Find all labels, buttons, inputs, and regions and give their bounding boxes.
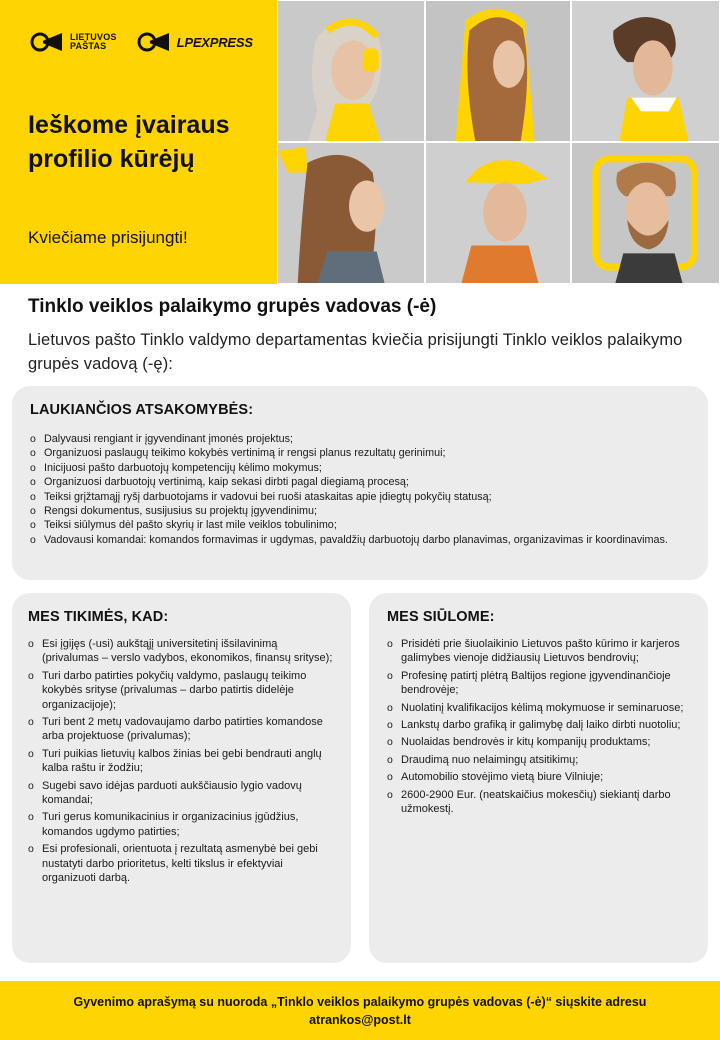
list-item: o Dalyvausi rengiant ir įgyvendinant įmonės projektus; [30, 432, 690, 446]
list-item: o Inicijuosi pašto darbuotojų kompetencijų kėlimo mokymus; [30, 461, 690, 475]
post-horn-icon [28, 30, 66, 54]
photo-grid [277, 0, 720, 284]
list-item: o Draudimą nuo nelaimingų atsitikimų; [387, 753, 694, 767]
lietuvos-pastas-logo [28, 30, 117, 54]
offer-section [369, 593, 708, 963]
photo-woman-long-hair [425, 0, 571, 142]
lpexpress-logo-text: LPEXPRESS [176, 34, 253, 50]
list-item: o Lankstų darbo grafiką ir galimybę dalį laiko dirbti nuotoliu; [387, 718, 694, 732]
list-item: o Turi darbo patirties pokyčių valdymo, paslaugų teikimo kokybės srityse (privalumas – darbo patirtis didelėje organizacijoje); [28, 669, 337, 712]
offer-list [387, 637, 694, 816]
headline: Ieškome įvairaus profilio kūrėjų [28, 111, 230, 173]
list-item: o 2600-2900 Eur. (neatskaičius mokesčių) siekiantį darbo užmokestį. [387, 788, 694, 817]
lpexpress-logo [135, 30, 253, 54]
job-intro: Lietuvos pašto Tinklo valdymo departamentas kviečia prisijungti Tinklo veiklos palaikymo grupės vadovą (-ę): [28, 331, 683, 373]
photo-man-yellow-cap [425, 142, 571, 284]
logo-text-line-2: PAŠTAS [70, 41, 107, 51]
footer-banner [0, 981, 720, 1040]
list-item: o Teiksi siūlymus dėl pašto skyrių ir last mile veiklos tobulinimo; [30, 518, 690, 532]
list-item: o Rengsi dokumentus, susijusius su projektų įgyvendinimu; [30, 504, 690, 518]
list-item: o Prisidėti prie šiuolaikinio Lietuvos pašto kūrimo ir karjeros galimybes vienoje didžiausių Lietuvos bendrovių; [387, 637, 694, 666]
list-item: o Turi gerus komunikacinius ir organizacinius įgūdžius, komandos ugdymo patirties; [28, 810, 337, 839]
responsibilities-title: LAUKIANČIOS ATSAKOMYBĖS: [30, 402, 254, 418]
header-banner [0, 0, 720, 284]
list-item: o Organizuosi paslaugų teikimo kokybės vertinimą ir rengsi planus rezultatų gerinimui; [30, 446, 690, 460]
invite-text: Kviečiame prisijungti! [28, 228, 188, 247]
logos [28, 30, 253, 54]
list-item: o Nuolaidas bendrovės ir kitų kompanijų produktams; [387, 735, 694, 749]
footer-text: Gyvenimo aprašymą su nuoroda „Tinklo veiklos palaikymo grupės vadovas (-ė)“ siųskite adresu [73, 995, 647, 1009]
offer-title: MES SIŪLOME: [387, 609, 495, 625]
list-item: o Organizuosi darbuotojų vertinimą, kaip sekasi dirbti pagal diegiamą procesą; [30, 475, 690, 489]
expectations-section [12, 593, 351, 963]
responsibilities-section [12, 386, 708, 580]
yellow-panel [0, 0, 277, 284]
photo-woman-headphones [277, 0, 425, 142]
expectations-list [28, 637, 337, 886]
list-item: o Teiksi grįžtamąjį ryšį darbuotojams ir vadovui bei ruoši ataskaitas apie įdiegtų pokyčių statusą; [30, 490, 690, 504]
list-item: o Turi bent 2 metų vadovaujamo darbo patirties komandose arba projektuose (privalumas); [28, 715, 337, 744]
list-item: o Esi įgijęs (-usi) aukštąjį universitetinį išsilavinimą (privalumas – verslo vadybos, ekonomikos, finansų srityse); [28, 637, 337, 666]
list-item: o Sugebi savo idėjas parduoti aukščiausio lygio vadovų komandai; [28, 779, 337, 808]
responsibilities-list [30, 432, 690, 547]
list-item: o Turi puikias lietuvių kalbos žinias bei gebi bendrauti anglų kalba raštu ir žodžiu; [28, 747, 337, 776]
photo-man-curly [571, 0, 720, 142]
list-item: o Profesinę patirtį plėtrą Baltijos regione įgyvendinančioje bendrovėje; [387, 669, 694, 698]
logo-text-line-1: LIETUVOS [70, 32, 117, 42]
list-item: o Nuolatinį kvalifikacijos kėlimą mokymuose ir seminaruose; [387, 701, 694, 715]
list-item: o Automobilio stovėjimo vietą biure Vilniuje; [387, 770, 694, 784]
expectations-title: MES TIKIMĖS, KAD: [28, 609, 169, 625]
post-horn-icon [135, 30, 173, 54]
photo-man-beard [571, 142, 720, 284]
job-title: Tinklo veiklos palaikymo grupės vadovas (-ė) [28, 296, 437, 317]
list-item: o Esi profesionali, orientuota į rezultatą asmenybė bei gebi nustatyti darbo prioritetus, kelti tikslus ir efektyviai organizuoti darbą. [28, 842, 337, 885]
footer-email-link[interactable]: atrankos@post.lt [309, 1013, 411, 1027]
list-item: o Vadovausi komandai: komandos formavimas ir ugdymas, pavaldžių darbuotojų darbo planavimas, organizavimas ir koordinavimas. [30, 533, 690, 547]
photo-woman-profile [277, 142, 425, 284]
